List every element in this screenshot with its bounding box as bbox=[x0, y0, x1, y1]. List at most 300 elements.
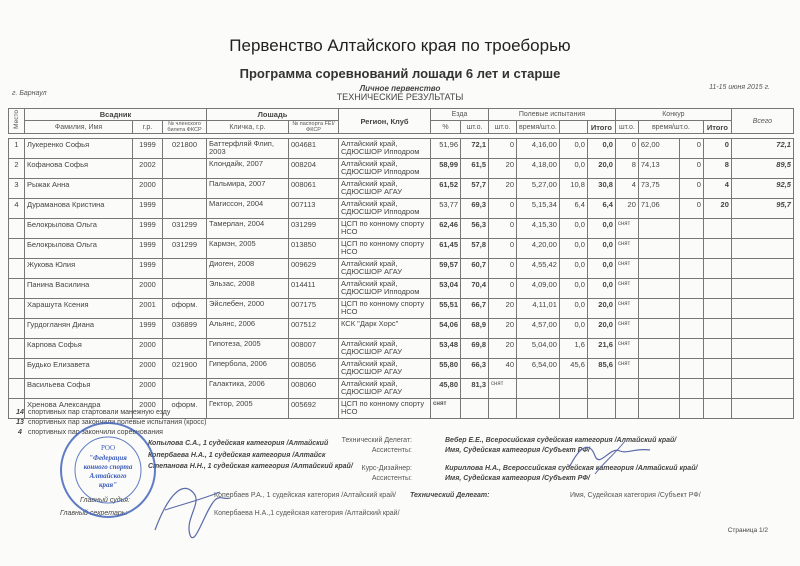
cell-cross-time-penalty: 0,0 bbox=[559, 239, 587, 259]
header-birth-year: г.р. bbox=[133, 121, 163, 134]
cell-cross-time bbox=[517, 379, 560, 399]
cell-passport: 031299 bbox=[289, 219, 339, 239]
tech-delegate-label: Технический Делегат: bbox=[341, 437, 412, 444]
cell-dressage-percent: 53,48 bbox=[431, 339, 461, 359]
header-jumping-time: время/шт.о. bbox=[638, 121, 703, 134]
header-cross: Полевые испытания bbox=[489, 109, 616, 121]
table-row bbox=[9, 259, 794, 279]
cell-passport: 008061 bbox=[289, 179, 339, 199]
header-dressage: Езда bbox=[431, 109, 489, 121]
cell-cross-subtotal: 6,4 bbox=[587, 199, 615, 219]
cell-place bbox=[9, 319, 25, 339]
cell-jumping-time-penalty: 0 bbox=[679, 179, 703, 199]
cell-place bbox=[9, 259, 25, 279]
cell-jumping-subtotal bbox=[703, 339, 731, 359]
cell-jumping-time-penalty bbox=[679, 299, 703, 319]
cell-total bbox=[731, 219, 793, 239]
cell-passport: 009629 bbox=[289, 259, 339, 279]
cell-cross-subtotal: 20,0 bbox=[587, 159, 615, 179]
course-designer: Кириллова Н.А., Всероссийская судейская категория /Алтайский край/ bbox=[445, 465, 698, 472]
cell-place bbox=[9, 239, 25, 259]
cell-jumping-subtotal: 20 bbox=[703, 199, 731, 219]
cell-dressage-percent: 55,51 bbox=[431, 299, 461, 319]
cell-jumping-penalty: снят bbox=[615, 299, 638, 319]
cell-cross-penalty: 0 bbox=[489, 199, 517, 219]
cell-birth-year: 2000 bbox=[133, 339, 163, 359]
cell-jumping-time-penalty bbox=[679, 239, 703, 259]
header-cross-subtotal: Итого bbox=[587, 121, 615, 134]
cell-place: 4 bbox=[9, 199, 25, 219]
cell-place bbox=[9, 379, 25, 399]
cell-cross-time: 5,04,00 bbox=[517, 339, 560, 359]
cell-club: Алтайский край, СДЮСШОР АГАУ bbox=[339, 359, 431, 379]
cell-place bbox=[9, 339, 25, 359]
cell-jumping-penalty: 20 bbox=[615, 199, 638, 219]
svg-text:Алтайского: Алтайского bbox=[89, 472, 127, 480]
cell-dressage-penalty: 69,3 bbox=[461, 199, 489, 219]
cell-total bbox=[731, 359, 793, 379]
signature bbox=[145, 470, 235, 550]
cell-jumping-time: 73,75 bbox=[638, 179, 679, 199]
cell-place: 1 bbox=[9, 139, 25, 159]
header-cross-penalty: шт.о. bbox=[489, 121, 517, 134]
cell-dressage-percent: 51,96 bbox=[431, 139, 461, 159]
cell-club: Алтайский край, СДЮСШОР АГАУ bbox=[339, 259, 431, 279]
cell-jumping-penalty: снят bbox=[615, 319, 638, 339]
cell-cross-time: 4,16,00 bbox=[517, 139, 560, 159]
cell-jumping-penalty: снят bbox=[615, 219, 638, 239]
chief-judge: Копербаев Р.А., 1 судейская категория /Алтайский край/ bbox=[214, 492, 396, 499]
cell-cross-time: 4,18,00 bbox=[517, 159, 560, 179]
cell-cross-time-penalty: 0,0 bbox=[559, 299, 587, 319]
cell-jumping-time: 74,13 bbox=[638, 159, 679, 179]
cell-cross-penalty: 20 bbox=[489, 319, 517, 339]
cell-dressage-penalty: 60,7 bbox=[461, 259, 489, 279]
cell-club: Алтайский край, СДЮСШОР Ипподром bbox=[339, 159, 431, 179]
signature bbox=[565, 436, 655, 476]
cell-cross-subtotal: 0,0 bbox=[587, 139, 615, 159]
cell-total: 95,7 bbox=[731, 199, 793, 219]
header-cross-time: время/шт.о. bbox=[517, 121, 560, 134]
cell-cross-time: 4,57,00 bbox=[517, 319, 560, 339]
cell-jumping-subtotal: 8 bbox=[703, 159, 731, 179]
cell-cross-penalty: 0 bbox=[489, 139, 517, 159]
cell-member-card: 021800 bbox=[163, 139, 207, 159]
cell-cross-time: 4,55,42 bbox=[517, 259, 560, 279]
cell-place: 2 bbox=[9, 159, 25, 179]
cell-jumping-time bbox=[638, 239, 679, 259]
header-jumping: Конкур bbox=[615, 109, 731, 121]
cell-dressage-penalty bbox=[461, 399, 489, 419]
cell-member-card bbox=[163, 379, 207, 399]
cell-club: Алтайский край, СДЮСШОР АГАУ bbox=[339, 179, 431, 199]
header-jumping-subtotal: Итого bbox=[703, 121, 731, 134]
tech-delegate-label-2: Технический Делегат: bbox=[410, 492, 490, 499]
cell-horse: Диоген, 2008 bbox=[207, 259, 289, 279]
cell-jumping-time-penalty: 0 bbox=[679, 199, 703, 219]
cell-passport: 007175 bbox=[289, 299, 339, 319]
cell-dressage-penalty: 66,7 bbox=[461, 299, 489, 319]
cell-total bbox=[731, 339, 793, 359]
cell-jumping-penalty: снят bbox=[615, 339, 638, 359]
cell-horse: Кармэн, 2005 bbox=[207, 239, 289, 259]
cell-cross-penalty: 0 bbox=[489, 259, 517, 279]
header-passport: № паспорта FEI/ФКСР bbox=[289, 121, 339, 134]
cell-dressage-percent: 61,52 bbox=[431, 179, 461, 199]
cell-jumping-subtotal bbox=[703, 259, 731, 279]
cell-dressage-percent: 61,45 bbox=[431, 239, 461, 259]
cell-jumping-penalty: снят bbox=[615, 279, 638, 299]
cell-cross-penalty: 0 bbox=[489, 279, 517, 299]
cell-horse: Гектор, 2005 bbox=[207, 399, 289, 419]
cell-jumping-time-penalty bbox=[679, 379, 703, 399]
cell-cross-penalty: 0 bbox=[489, 219, 517, 239]
results-title: ТЕХНИЧЕСКИЕ РЕЗУЛЬТАТЫ bbox=[336, 92, 464, 102]
cell-horse: Клондайк, 2007 bbox=[207, 159, 289, 179]
cell-cross-penalty bbox=[489, 399, 517, 419]
cell-club: Алтайский край, СДЮСШОР Ипподром bbox=[339, 279, 431, 299]
cell-jumping-time-penalty: 0 bbox=[679, 139, 703, 159]
cell-birth-year: 2000 bbox=[133, 379, 163, 399]
cell-club: ЦСП по конному спорту НСО bbox=[339, 219, 431, 239]
cell-dressage-percent: 53,77 bbox=[431, 199, 461, 219]
cell-jumping-time bbox=[638, 379, 679, 399]
cell-dressage-penalty: 72,1 bbox=[461, 139, 489, 159]
tech-delegate-2: Имя, Судейская категория /Субъект РФ/ bbox=[570, 492, 701, 499]
cell-dressage-percent: 58,99 bbox=[431, 159, 461, 179]
svg-text:"Федерация: "Федерация bbox=[89, 454, 127, 462]
cell-dressage-penalty: 57,8 bbox=[461, 239, 489, 259]
cell-rider-name: Гурдогланян Диана bbox=[25, 319, 133, 339]
table-row bbox=[9, 179, 794, 199]
document-subtitle: Программа соревнований лошади 6 лет и старше bbox=[239, 66, 561, 81]
cell-passport: 005692 bbox=[289, 399, 339, 419]
cell-cross-penalty: 0 bbox=[489, 239, 517, 259]
cell-club: КСК "Дарк Хорс" bbox=[339, 319, 431, 339]
cell-jumping-subtotal: 0 bbox=[703, 139, 731, 159]
cell-dressage-percent: 55,80 bbox=[431, 359, 461, 379]
header-total: Всего bbox=[731, 109, 793, 134]
cell-jumping-penalty bbox=[615, 399, 638, 419]
cell-jumping-subtotal bbox=[703, 219, 731, 239]
cell-birth-year: 1999 bbox=[133, 239, 163, 259]
competition-city: г. Барнаул bbox=[12, 90, 47, 97]
results-table bbox=[8, 108, 794, 419]
assistants: Имя, Судейская категория /Субъект РФ/ bbox=[445, 475, 590, 482]
cell-jumping-time bbox=[638, 299, 679, 319]
cell-horse: Тамерлан, 2004 bbox=[207, 219, 289, 239]
cell-dressage-penalty: 56,3 bbox=[461, 219, 489, 239]
header-region: Регион, Клуб bbox=[339, 109, 431, 134]
cell-jumping-time bbox=[638, 339, 679, 359]
table-row bbox=[9, 219, 794, 239]
cell-rider-name: Хренова Александра bbox=[25, 399, 133, 419]
cell-dressage-percent: 59,57 bbox=[431, 259, 461, 279]
ground-jury-member: Степанова Н.Н., 1 судейская категория /Алтайский край/ bbox=[148, 463, 353, 470]
cell-jumping-time-penalty bbox=[679, 279, 703, 299]
cell-passport: 007512 bbox=[289, 319, 339, 339]
cell-passport: 008204 bbox=[289, 159, 339, 179]
cell-dressage-percent: снят bbox=[431, 399, 461, 419]
assistants: Имя, Судейская категория /Субъект РФ/ bbox=[445, 447, 590, 454]
cell-total bbox=[731, 319, 793, 339]
cell-birth-year: 2000 bbox=[133, 179, 163, 199]
cell-jumping-subtotal bbox=[703, 299, 731, 319]
cell-horse: Пальмира, 2007 bbox=[207, 179, 289, 199]
cell-jumping-penalty: 8 bbox=[615, 159, 638, 179]
table-row bbox=[9, 379, 794, 399]
cell-birth-year: 1999 bbox=[133, 319, 163, 339]
cell-cross-penalty: 20 bbox=[489, 159, 517, 179]
cell-dressage-penalty: 70,4 bbox=[461, 279, 489, 299]
table-row bbox=[9, 279, 794, 299]
table-row bbox=[9, 139, 794, 159]
summary-line: 4 спортивных пар закончили соревнования bbox=[18, 429, 163, 436]
ground-jury-member: Копылова С.А., 1 судейская категория /Алтайский bbox=[148, 440, 329, 447]
cell-member-card: 031299 bbox=[163, 239, 207, 259]
table-row bbox=[9, 359, 794, 379]
cell-place bbox=[9, 219, 25, 239]
header-horse: Лошадь bbox=[207, 109, 339, 121]
chief-secretary-label: Главный секретарь: bbox=[60, 510, 128, 517]
cell-jumping-subtotal bbox=[703, 239, 731, 259]
competition-type: Личное первенство bbox=[359, 84, 441, 93]
cell-cross-time-penalty: 6,4 bbox=[559, 199, 587, 219]
cell-cross-penalty: снят bbox=[489, 379, 517, 399]
cell-jumping-time bbox=[638, 279, 679, 299]
cell-jumping-penalty: снят bbox=[615, 239, 638, 259]
cell-jumping-time: 62,00 bbox=[638, 139, 679, 159]
cell-cross-time bbox=[517, 399, 560, 419]
cell-jumping-time-penalty bbox=[679, 399, 703, 419]
table-row bbox=[9, 199, 794, 219]
cell-cross-time: 4,15,30 bbox=[517, 219, 560, 239]
cell-birth-year: 2000 bbox=[133, 359, 163, 379]
table-row bbox=[9, 299, 794, 319]
table-row bbox=[9, 339, 794, 359]
cell-jumping-time bbox=[638, 219, 679, 239]
chief-secretary: Копербаева Н.А.,1 судейская категория /Алтайский край/ bbox=[214, 510, 400, 517]
cell-cross-time: 6,54,00 bbox=[517, 359, 560, 379]
cell-rider-name: Белокрылова Ольга bbox=[25, 239, 133, 259]
cell-club: ЦСП по конному спорту НСО bbox=[339, 299, 431, 319]
cell-cross-time-penalty: 10,8 bbox=[559, 179, 587, 199]
cell-member-card: 021900 bbox=[163, 359, 207, 379]
cell-cross-time-penalty: 0,0 bbox=[559, 139, 587, 159]
header-name: Фамилия, Имя bbox=[25, 121, 133, 134]
cell-cross-penalty: 20 bbox=[489, 179, 517, 199]
cell-jumping-time-penalty bbox=[679, 339, 703, 359]
cell-cross-subtotal bbox=[587, 399, 615, 419]
cell-jumping-time bbox=[638, 359, 679, 379]
cell-member-card bbox=[163, 259, 207, 279]
header-jumping-penalty: шт.о. bbox=[615, 121, 638, 134]
cell-passport: 007113 bbox=[289, 199, 339, 219]
cell-jumping-time: 71,06 bbox=[638, 199, 679, 219]
cell-total bbox=[731, 379, 793, 399]
cell-rider-name: Рыжак Анна bbox=[25, 179, 133, 199]
cell-dressage-penalty: 57,7 bbox=[461, 179, 489, 199]
competition-dates: 11-15 июня 2015 г. bbox=[709, 84, 770, 91]
chief-judge-label: Главный судья: bbox=[80, 497, 130, 504]
cell-dressage-percent: 62,46 bbox=[431, 219, 461, 239]
cell-dressage-percent: 54,06 bbox=[431, 319, 461, 339]
cell-rider-name: Дураманова Кристина bbox=[25, 199, 133, 219]
cell-rider-name: Кофанова Софья bbox=[25, 159, 133, 179]
cell-jumping-time bbox=[638, 399, 679, 419]
cell-member-card: оформ. bbox=[163, 299, 207, 319]
course-designer-label: Курс-Дизайнер: bbox=[361, 465, 412, 472]
cell-dressage-penalty: 66,3 bbox=[461, 359, 489, 379]
cell-cross-subtotal: 0,0 bbox=[587, 279, 615, 299]
cell-club: ЦСП по конному спорту НСО bbox=[339, 239, 431, 259]
federation-stamp bbox=[58, 420, 158, 520]
cell-jumping-penalty: снят bbox=[615, 359, 638, 379]
cell-place bbox=[9, 359, 25, 379]
cell-cross-penalty: 20 bbox=[489, 339, 517, 359]
cell-total: 92,5 bbox=[731, 179, 793, 199]
cell-passport: 008007 bbox=[289, 339, 339, 359]
cell-passport: 008056 bbox=[289, 359, 339, 379]
cell-cross-time: 5,27,00 bbox=[517, 179, 560, 199]
cell-jumping-subtotal bbox=[703, 319, 731, 339]
cell-dressage-penalty: 61,5 bbox=[461, 159, 489, 179]
cell-horse: Баттерфляй Флип, 2003 bbox=[207, 139, 289, 159]
cell-member-card: оформ. bbox=[163, 399, 207, 419]
table-row bbox=[9, 239, 794, 259]
cell-dressage-penalty: 68,9 bbox=[461, 319, 489, 339]
cell-horse: Галактика, 2006 bbox=[207, 379, 289, 399]
cell-passport: 014411 bbox=[289, 279, 339, 299]
cell-cross-time: 4,11,01 bbox=[517, 299, 560, 319]
cell-cross-subtotal: 0,0 bbox=[587, 259, 615, 279]
cell-club: Алтайский край, СДЮСШОР Ипподром bbox=[339, 139, 431, 159]
cell-club: ЦСП по конному спорту НСО bbox=[339, 399, 431, 419]
cell-passport: 008060 bbox=[289, 379, 339, 399]
cell-horse: Магиссон, 2004 bbox=[207, 199, 289, 219]
cell-rider-name: Васильева Софья bbox=[25, 379, 133, 399]
cell-horse: Эльзас, 2008 bbox=[207, 279, 289, 299]
cell-birth-year: 1999 bbox=[133, 199, 163, 219]
cell-cross-subtotal: 30,8 bbox=[587, 179, 615, 199]
cell-cross-subtotal bbox=[587, 379, 615, 399]
cell-horse: Гипербола, 2006 bbox=[207, 359, 289, 379]
cell-cross-time-penalty: 0,0 bbox=[559, 159, 587, 179]
cell-dressage-penalty: 81,3 bbox=[461, 379, 489, 399]
cell-rider-name: Жукова Юлия bbox=[25, 259, 133, 279]
cell-jumping-time-penalty bbox=[679, 259, 703, 279]
cell-member-card: 031299 bbox=[163, 219, 207, 239]
cell-member-card bbox=[163, 159, 207, 179]
cell-jumping-time-penalty bbox=[679, 359, 703, 379]
cell-dressage-penalty: 69,8 bbox=[461, 339, 489, 359]
cell-rider-name: Карпова Софья bbox=[25, 339, 133, 359]
cell-jumping-penalty bbox=[615, 379, 638, 399]
cell-total bbox=[731, 259, 793, 279]
cell-total bbox=[731, 239, 793, 259]
cell-member-card bbox=[163, 339, 207, 359]
table-row bbox=[9, 159, 794, 179]
cell-cross-time-penalty: 0,0 bbox=[559, 319, 587, 339]
cell-club: Алтайский край, СДЮСШОР АГАУ bbox=[339, 379, 431, 399]
cell-horse: Эйслебен, 2000 bbox=[207, 299, 289, 319]
table-row bbox=[9, 319, 794, 339]
cell-cross-time-penalty: 0,0 bbox=[559, 279, 587, 299]
document-title: Первенство Алтайского края по троеборью bbox=[229, 36, 571, 55]
cell-jumping-time bbox=[638, 319, 679, 339]
cell-cross-subtotal: 0,0 bbox=[587, 219, 615, 239]
cell-total: 89,5 bbox=[731, 159, 793, 179]
cell-cross-subtotal: 85,6 bbox=[587, 359, 615, 379]
cell-jumping-penalty: снят bbox=[615, 259, 638, 279]
cell-jumping-time-penalty bbox=[679, 219, 703, 239]
cell-rider-name: Будько Елизавета bbox=[25, 359, 133, 379]
cell-jumping-subtotal bbox=[703, 399, 731, 419]
svg-text:края": края" bbox=[98, 481, 118, 489]
cell-cross-subtotal: 20,0 bbox=[587, 319, 615, 339]
svg-text:РОО: РОО bbox=[100, 444, 116, 452]
page-number: Страница 1/2 bbox=[727, 527, 768, 534]
cell-place bbox=[9, 299, 25, 319]
cell-passport: 013850 bbox=[289, 239, 339, 259]
cell-total bbox=[731, 279, 793, 299]
cell-club: Алтайский край, СДЮСШОР АГАУ bbox=[339, 339, 431, 359]
cell-passport: 004681 bbox=[289, 139, 339, 159]
cell-cross-time-penalty: 0,0 bbox=[559, 219, 587, 239]
cell-cross-time: 4,20,00 bbox=[517, 239, 560, 259]
cell-jumping-time bbox=[638, 259, 679, 279]
cell-birth-year: 1999 bbox=[133, 139, 163, 159]
cell-rider-name: Белокрылова Ольга bbox=[25, 219, 133, 239]
cell-jumping-subtotal bbox=[703, 359, 731, 379]
summary-line: 13 спортивных пар закончили полевые испытания (кросс) bbox=[16, 419, 207, 426]
cell-cross-subtotal: 21,6 bbox=[587, 339, 615, 359]
cell-cross-penalty: 20 bbox=[489, 299, 517, 319]
cell-cross-time: 4,09,00 bbox=[517, 279, 560, 299]
cell-cross-time: 5,15,34 bbox=[517, 199, 560, 219]
header-member-card: № членского билета ФКСР bbox=[163, 121, 207, 134]
cell-club: Алтайский край, СДЮСШОР Ипподром bbox=[339, 199, 431, 219]
cell-member-card bbox=[163, 199, 207, 219]
cell-jumping-time-penalty bbox=[679, 319, 703, 339]
svg-text:конного спорта: конного спорта bbox=[83, 463, 133, 471]
cell-member-card bbox=[163, 279, 207, 299]
cell-jumping-subtotal bbox=[703, 379, 731, 399]
cell-cross-subtotal: 0,0 bbox=[587, 239, 615, 259]
cell-birth-year: 2001 bbox=[133, 299, 163, 319]
cell-jumping-subtotal: 4 bbox=[703, 179, 731, 199]
cell-member-card bbox=[163, 179, 207, 199]
cell-birth-year: 2002 bbox=[133, 159, 163, 179]
cell-cross-time-penalty: 45,6 bbox=[559, 359, 587, 379]
cell-total: 72,1 bbox=[731, 139, 793, 159]
cell-dressage-percent: 53,04 bbox=[431, 279, 461, 299]
cell-cross-time-penalty: 0,0 bbox=[559, 259, 587, 279]
assistants-label: Ассистенты: bbox=[371, 475, 412, 482]
header-cross-time-penalty bbox=[559, 121, 587, 134]
cell-cross-time-penalty bbox=[559, 379, 587, 399]
cell-total bbox=[731, 399, 793, 419]
cell-cross-subtotal: 20,0 bbox=[587, 299, 615, 319]
cell-dressage-percent: 45,80 bbox=[431, 379, 461, 399]
cell-horse: Альянс, 2006 bbox=[207, 319, 289, 339]
cell-jumping-penalty: 4 bbox=[615, 179, 638, 199]
cell-place: 3 bbox=[9, 179, 25, 199]
cell-rider-name: Панина Василина bbox=[25, 279, 133, 299]
cell-member-card: 036899 bbox=[163, 319, 207, 339]
header-rider: Всадник bbox=[25, 109, 207, 121]
cell-birth-year: 1999 bbox=[133, 219, 163, 239]
